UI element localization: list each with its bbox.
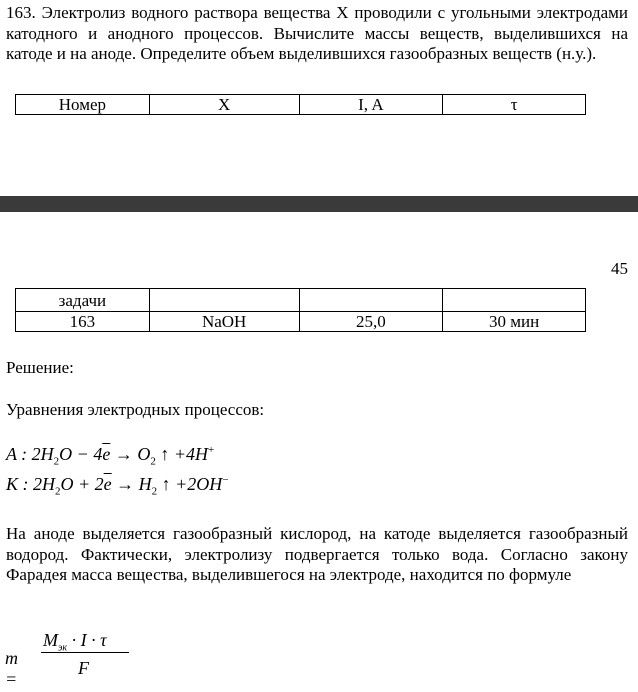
header-current: I, A — [299, 95, 443, 115]
page-number: 45 — [611, 259, 628, 278]
anode-equation: A : $2H_2O - 4\overline{e} \to O_2$ ↑ +4H+ — [6, 444, 215, 468]
cell-number: 163 — [16, 312, 150, 332]
problem-text: Электролиз водного раствора вещества X проводили с угольными электродами катодного и анодного процессов. Вычислите массы веществ, выделившихся на катоде и на аноде. Определите объем выделившихся газообразных веществ (н.у.). — [6, 3, 628, 63]
header-number-cont: задачи — [16, 289, 150, 312]
page-break — [0, 196, 638, 212]
problem-number: 163. — [6, 3, 36, 22]
header-number: Номер — [16, 95, 150, 115]
data-table-body — [15, 288, 586, 332]
electrode-heading: Уравнения электродных процессов: — [6, 400, 265, 419]
header-x: X — [149, 95, 299, 115]
header-empty-2 — [299, 289, 443, 312]
cathode-equation: K : $2H_2O + 2\overline{e} \to H_2$ ↑ +2OH− — [6, 474, 229, 498]
header-time: τ — [443, 95, 586, 115]
solution-label: Решение: — [6, 358, 74, 377]
data-table-header — [15, 94, 586, 115]
header-empty-3 — [443, 289, 586, 312]
header-empty-1 — [149, 289, 299, 312]
cell-time: 30 мин — [443, 312, 586, 332]
cell-current: 25,0 — [299, 312, 443, 332]
cell-substance: NaOH — [149, 312, 299, 332]
problem-statement — [6, 3, 628, 65]
solution-paragraph: На аноде выделяется газообразный кислород, на катоде выделяется газообразный водород. Фактически, электролизу подвергается только вода. Согласно закону Фарадея масса вещества, выделившегося на электроде, находится по формуле — [6, 524, 628, 584]
